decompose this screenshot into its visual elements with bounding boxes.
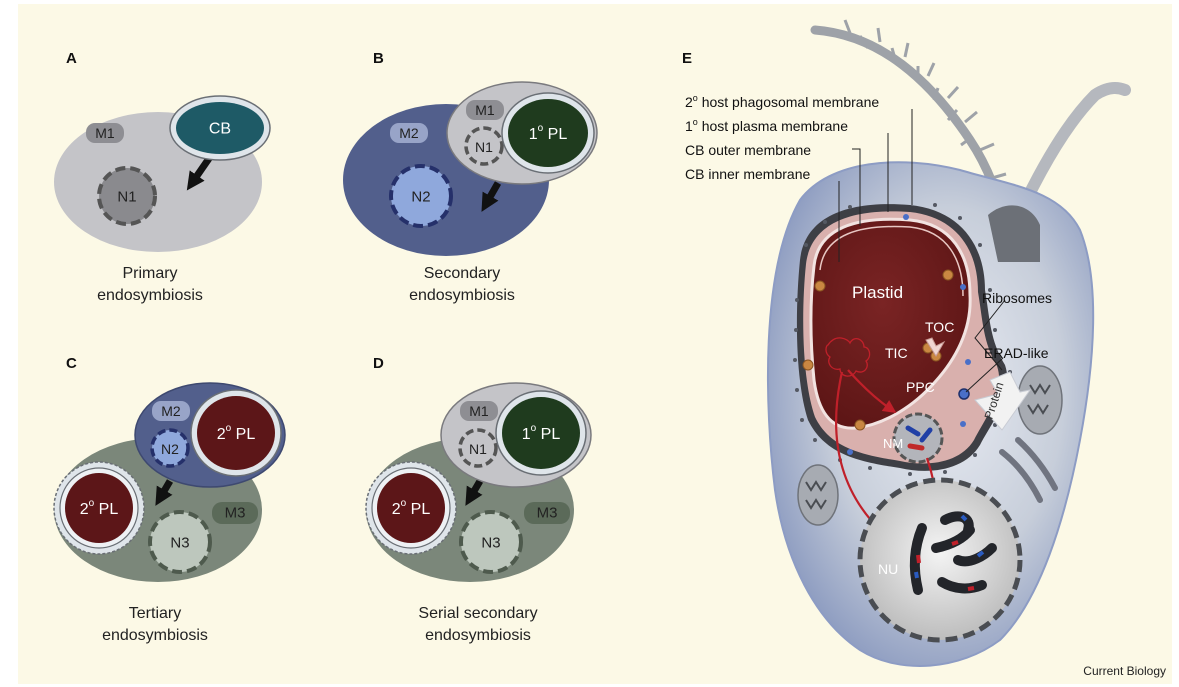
m3-label: M3 [224, 504, 246, 522]
caption-c-line1: Tertiary [128, 605, 182, 622]
mitochondrion [1018, 366, 1062, 434]
m2-label: M2 [399, 125, 419, 141]
n1-label: N1 [469, 441, 487, 457]
panel-a [54, 50, 270, 304]
secondary-plastid-label: 2$^o$ PL [79, 497, 119, 518]
m3-label: M3 [536, 504, 558, 522]
n3-label: N3 [481, 534, 501, 552]
n2-label: N2 [161, 441, 179, 457]
membrane-label-1: 2$^o$ host phagosomal membrane [685, 93, 880, 110]
panel-c-letter: C [66, 355, 77, 372]
tic-label: TIC [885, 345, 908, 361]
panel-b [343, 50, 597, 304]
toc-label: TOC [925, 319, 955, 335]
primary-plastid-label: 1$^o$ PL [528, 122, 568, 143]
protein-label: Protein [981, 380, 1007, 421]
panel-e-letter: E [682, 50, 693, 67]
panel-a-letter: A [66, 50, 77, 67]
n1-label: N1 [117, 188, 137, 206]
membrane-label-4: CB inner membrane [685, 166, 811, 182]
primary-plastid-label: 1$^o$ PL [521, 422, 561, 443]
membrane-label-2: 1$^o$ host plasma membrane [685, 117, 848, 134]
membrane-label-3: CB outer membrane [685, 142, 812, 158]
caption-d-line2: endosymbiosis [425, 627, 531, 644]
cb-label: CB [208, 120, 232, 138]
ppc-label: PPC [906, 379, 935, 395]
secondary-plastid-label: 2$^o$ PL [216, 422, 256, 443]
m1-label: M1 [95, 125, 115, 141]
panel-c [54, 355, 285, 644]
ribosomes-label: Ribosomes [982, 290, 1053, 306]
nucleomorph-label: NM [883, 436, 904, 451]
n3-label: N3 [170, 534, 190, 552]
journal-credit: Current Biology [1083, 664, 1166, 678]
panel-d-letter: D [373, 355, 384, 372]
caption-a-line2: endosymbiosis [97, 287, 203, 304]
m2-label: M2 [161, 403, 181, 419]
caption-b-line1: Secondary [423, 265, 501, 282]
nucleus-label: NU [878, 561, 899, 577]
n1-label: N1 [475, 139, 493, 155]
panel-e [682, 20, 1125, 666]
caption-c-line2: endosymbiosis [102, 627, 208, 644]
panel-d [366, 355, 591, 644]
mitochondrion [798, 465, 838, 525]
n2-label: N2 [411, 188, 431, 206]
erad-label: ERAD-like [984, 345, 1049, 361]
plastid-label: Plastid [852, 283, 904, 302]
m1-label: M1 [469, 403, 489, 419]
panel-b-letter: B [373, 50, 384, 67]
secondary-plastid-label: 2$^o$ PL [391, 497, 431, 518]
host-nucleus [860, 480, 1020, 640]
caption-a-line1: Primary [122, 265, 178, 282]
m1-label: M1 [475, 102, 495, 118]
caption-d-line1: Serial secondary [418, 605, 538, 622]
caption-b-line2: endosymbiosis [409, 287, 515, 304]
